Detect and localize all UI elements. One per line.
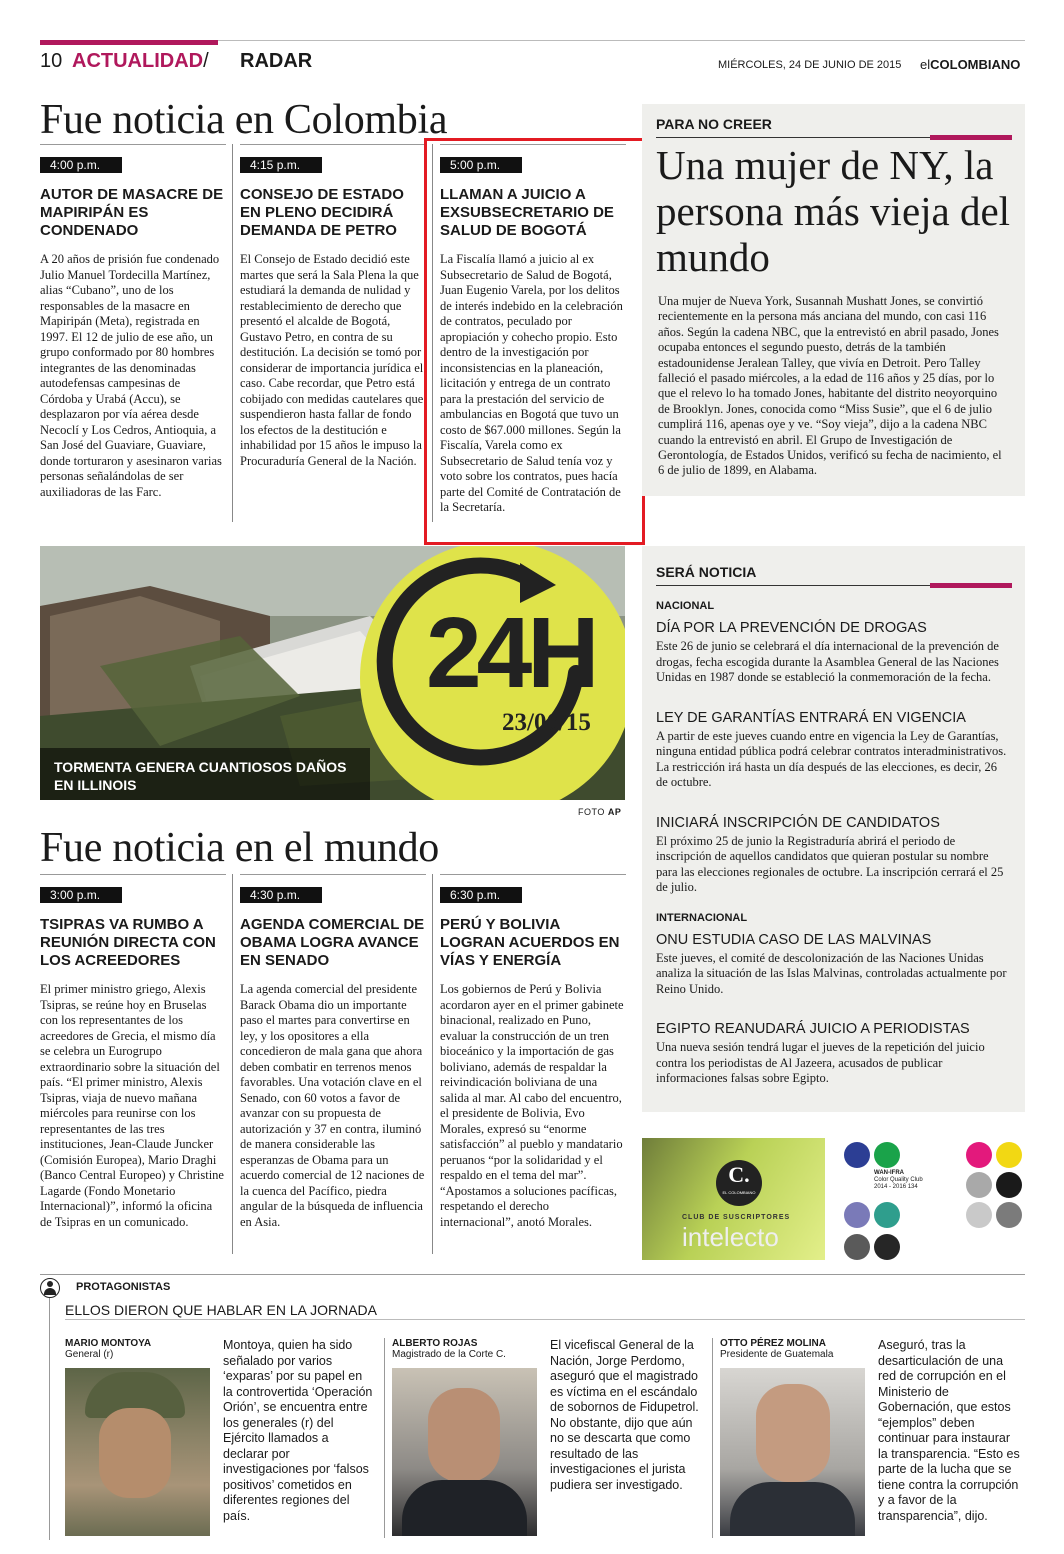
upcoming-body: El próximo 25 de junio la Registraduría abrirá el periodo de inscripción de aquellos candidatos que quieran postular su nombre para las elecciones regionales de octubre. La inscripción cerrará el 25 de julio.	[656, 833, 1004, 894]
protagonist-role: Magistrado de la Corte C.	[392, 1349, 506, 1360]
color-swatch	[996, 1142, 1022, 1168]
color-swatch	[996, 1202, 1022, 1228]
issue-date: MIÉRCOLES, 24 DE JUNIO DE 2015	[718, 59, 902, 71]
section-separator: /	[203, 50, 209, 72]
news-body: A 20 años de prisión fue condenado Julio Manuel Tordecilla Martínez, alias “Cubano”, uno de los responsables de la masacre en Mapiripán (Meta), registrada en 1997. El 12 de julio de ese año, un grupo conformado por 80 hombres integrantes de las denominadas autodefensas campesinas de Córdoba y Urabá (Accu), se desplazaron por vía aérea desde Necoclí y Los Cedros, Antioquia, a San José del Guaviare, Guaviare, donde torturaron y asesinaron varias personas señalándolas de ser auxiliadoras de las Farc.	[40, 252, 222, 499]
upcoming-body: Este 26 de junio se celebrará el día internacional de la prevención de drogas, fecha escogida durante la Asamblea General de las Naciones Unidas en 1987 donde se estableció la conmemoración de la fecha.	[656, 639, 999, 684]
protagonist-name[interactable]: MARIO MONTOYA	[65, 1338, 152, 1349]
mundo-item-3	[440, 874, 626, 1230]
news-body: El primer ministro griego, Alexis Tsipras, se reúne hoy en Bruselas con los representantes de los acreedores de Grecia, el mismo día se celebra un Eurogrupo extraordinario sobre la situación del país. “El primer ministro, Alexis Tsipras, viaja de nuevo mañana miércoles para reunirse con los representantes de las tres instituciones, Jean-Claude Juncker (Comisión Europea), Mario Draghi (Banco Central Europeo) y Christine Lagarde (Fondo Monetario Internacional)”, informó la oficina de Tsipras en un comunicado.	[40, 982, 224, 1229]
color-quality-ad	[836, 1138, 1025, 1260]
highlight-box	[424, 138, 645, 545]
header-accent-bar	[40, 40, 218, 45]
column-rule	[240, 144, 426, 145]
news-body: La Fiscalía llamó a juicio al ex Subsecretario de Salud de Bogotá, Juan Eugenio Varela, por los delitos de interés indebido en la celebración de contratos, peculado por apropiación y cohecho propio. Esto dentro de la investigación por inconsistencias en la planeación, licitación y entrega de un contrato para la prestación del servicio de ambulancias en Bogotá que tuvo un costo de $67.000 millones. Según la Fiscalía, Varela como ex Subsecretario de Salud tenía voz y voto sobre los contratos, pues hacía parte del Comité de Contratación de la Secretaría.	[440, 252, 623, 514]
protagonistas-subtitle: ELLOS DIERON QUE HABLAR EN LA JORNADA	[65, 1302, 1025, 1320]
column-rule	[40, 144, 226, 145]
news-body: Los gobiernos de Perú y Bolivia acordaron ayer en el primer gabinete binacional, realizado en Puno, evaluar la construcción de un tren bioceánico y la importación de gas boliviano, además de respaldar la reivindicación boliviana de una salida al mar. Al cabo del encuentro, el presidente de Bolivia, Evo Morales, expresó su “enorme satisfacción” al pueblo y mandatario peruanos “por la solidaridad y el respaldo en el tema del mar”. “Apostamos a soluciones pacíficas, respetando el derecho internacional”, anotó Morales.	[440, 982, 624, 1229]
news-headline[interactable]: LLAMAN A JUICIO A EXSUBSECRETARIO DE SALUD DE BOGOTÁ	[440, 186, 614, 239]
column-rule	[440, 874, 626, 875]
protagonist-photo	[720, 1368, 865, 1536]
protagonistas-vline	[49, 1298, 50, 1540]
protagonist-text: Montoya, quien ha sido señalado por varios ‘exparas’ por su papel en la controvertida ‘Operación Orión’, se encuentra entre los generales (r) del Ejército llamados a declarar por investigaciones por ‘falsos positivos’ cometidos en diferentes regiones del país.	[223, 1338, 373, 1523]
column-divider	[432, 874, 433, 1254]
24h-text: 24H	[426, 597, 595, 709]
news-headline[interactable]: TSIPRAS VA RUMBO A REUNIÓN DIRECTA CON LOS ACREEDORES	[40, 916, 216, 969]
news-headline[interactable]: PERÚ Y BOLIVIA LOGRAN ACUERDOS EN VÍAS Y ENERGÍA	[440, 916, 620, 969]
color-swatch	[966, 1172, 992, 1198]
protagonist-role: General (r)	[65, 1349, 114, 1360]
upcoming-headline[interactable]: LEY DE GARANTÍAS ENTRARÁ EN VIGENCIA	[656, 709, 966, 726]
feature-body: Una mujer de Nueva York, Susannah Mushatt Jones, se convirtió recientemente en la persona más anciana del mundo, con casi 116 años. Según la cadena NBC, que la entrevistó en abril pasado, Jones ocupaba entonces el segundo puesto, detrás de la también estadounidense Jeralean Talley, que vivía en Detroit. Pero Talley falleció el pasado miércoles, a la edad de 116 años y 25 días, por lo que el relevo lo ha tomado Jones, habitante del distrito neoyorquino de Brooklyn. Jones, conocida como “Miss Susie”, que el 6 de julio cumplirá 116, apenas oye y ve. “Soy vieja”, dijo a la cadena NBC cuando la entrevistó en abril. El Grupo de Investigación de Gerontología, de Estados Unidos, verificó su fecha de nacimiento, el 6 de julio de 1899, en Alabama.	[658, 294, 1002, 478]
newspaper-brand[interactable]: elCOLOMBIANO	[920, 57, 1021, 72]
column-rule	[240, 874, 426, 875]
para-no-creer-panel	[642, 104, 1025, 496]
protagonist-divider	[384, 1338, 385, 1538]
time-badge: 5:00 p.m.	[440, 157, 522, 173]
column-divider	[232, 144, 233, 522]
protagonist-2	[392, 1338, 702, 1538]
color-swatch	[874, 1234, 900, 1260]
photo-caption: TORMENTA GENERA CUANTIOSOS DAÑOS EN ILLINOIS	[54, 759, 347, 793]
upcoming-headline[interactable]: INICIARÁ INSCRIPCIÓN DE CANDIDATOS	[656, 814, 940, 831]
24h-badge	[360, 546, 625, 800]
upcoming-body: Este jueves, el comité de descolonización de las Naciones Unidas analiza la situación de las Islas Malvinas, controladas actualmente por Reino Unido.	[656, 950, 1007, 996]
nacional-item-3	[656, 815, 1008, 896]
news-body: La agenda comercial del presidente Barack Obama dio un importante paso el martes para convertirse en ley, y los opositores a ella concedieron de mala gana que ahora deben combatir en terrenos menos favorables. Una votación clave en el Senado, con 60 votos a favor de avanzar con su propuesta de autorización y 37 en contra, iluminó de manera considerable las esperanzas de Obama para un acuerdo comercial de 12 naciones de la cuenca del Pacífico, piedra angular de la búsqueda de influencia en Asia.	[240, 982, 425, 1229]
category-label-nacional: NACIONAL	[656, 600, 715, 612]
nacional-item-1	[656, 620, 1008, 686]
protagonistas-rule	[40, 1274, 1025, 1275]
mundo-item-1	[40, 874, 226, 1230]
color-swatch	[966, 1142, 992, 1168]
time-badge: 4:30 p.m.	[240, 887, 322, 903]
upcoming-headline[interactable]: DÍA POR LA PREVENCIÓN DE DROGAS	[656, 620, 927, 636]
protagonist-photo	[392, 1368, 537, 1536]
news-body: El Consejo de Estado decidió este martes que será la Sala Plena la que estudiará la demanda de nulidad y restablecimiento de derecho que presentó el alcalde de Bogotá, Gustavo Petro, en contra de su destitución. La decisión se tomó por considerar de importancia jurídica el caso. Cabe recordar, que Petro está cobijado con medidas cautelares que suspendieron hasta fallar de fondo los efectos de la destitución e inhabilidad por 15 años le impuso la Procuraduría General de la Nación.	[240, 252, 424, 468]
page-number: 10	[40, 50, 63, 72]
mundo-section-title: Fue noticia en el mundo	[40, 825, 440, 871]
colombia-item-1	[40, 144, 226, 500]
protagonist-name[interactable]: ALBERTO ROJAS	[392, 1338, 478, 1349]
upcoming-body: A partir de este jueves cuando entre en vigencia la Ley de Garantías, ninguna entidad pública podrá celebrar contratos interadministrativos. La restricción irá hasta un día después de las elecciones, es decir, 26 de octubre.	[656, 728, 1007, 789]
panel-tag: SERÁ NOTICIA	[656, 564, 757, 580]
face-shape	[756, 1384, 830, 1482]
color-swatch	[966, 1202, 992, 1228]
photo-credit: FOTO AP	[578, 807, 622, 817]
colombia-item-2	[240, 144, 426, 469]
panel-tag: PARA NO CREER	[656, 116, 772, 132]
internacional-item-2	[656, 1021, 1008, 1087]
person-icon	[40, 1278, 60, 1298]
sera-noticia-panel	[642, 546, 1025, 1112]
club-intelecto-ad[interactable]	[642, 1138, 825, 1260]
news-headline[interactable]: AUTOR DE MASACRE DE MAPIRIPÁN ES CONDENADO	[40, 186, 224, 239]
suit-shape	[402, 1480, 527, 1536]
feature-headline[interactable]: Una mujer de NY, la persona más vieja del mundo	[656, 142, 1011, 280]
protagonistas-tag: PROTAGONISTAS	[76, 1281, 171, 1293]
color-swatch	[844, 1202, 870, 1228]
club-label: CLUB DE SUSCRIPTORES	[682, 1214, 791, 1221]
color-swatch	[996, 1172, 1022, 1198]
protagonist-role: Presidente de Guatemala	[720, 1349, 834, 1360]
face-shape	[428, 1388, 500, 1482]
colombia-section-title: Fue noticia en Colombia	[40, 97, 448, 143]
protagonist-3	[720, 1338, 1025, 1538]
column-divider	[232, 874, 233, 1254]
panel-rule	[656, 585, 1008, 586]
category-label-internacional: INTERNACIONAL	[656, 911, 748, 924]
storm-photo[interactable]	[40, 546, 625, 800]
news-headline[interactable]: AGENDA COMERCIAL DE OBAMA LOGRA AVANCE EN SENADO	[240, 916, 425, 969]
protagonist-name[interactable]: OTTO PÉREZ MOLINA	[720, 1338, 826, 1349]
protagonist-text: El vicefiscal General de la Nación, Jorge Perdomo, aseguró que el magistrado es víctima en el escándalo de sobornos de Fidupetrol. No obstante, dijo que aún no se descarta que como resultado de las investigaciones el jurista pudiera ser investigado.	[550, 1338, 699, 1492]
face-shape	[99, 1408, 171, 1498]
nacional-item-2	[656, 710, 1008, 791]
protagonist-divider	[712, 1338, 713, 1538]
upcoming-body: Una nueva sesión tendrá lugar el jueves de la repetición del juicio contra los periodistas de Al Jazeera, acusados de publicar informaciones falsas sobre Egipto.	[656, 1040, 985, 1085]
protagonist-photo	[65, 1368, 210, 1536]
column-rule	[40, 874, 226, 875]
club-logo: C. EL COLOMBIANO	[716, 1160, 762, 1206]
color-swatch	[844, 1142, 870, 1168]
news-headline[interactable]: CONSEJO DE ESTADO EN PLENO DECIDIRÁ DEMANDA DE PETRO	[240, 186, 404, 239]
quality-note: WAN-IFRA Color Quality Club 2014 - 2016 134	[874, 1170, 923, 1190]
time-badge: 6:30 p.m.	[440, 887, 522, 903]
internacional-item-1	[656, 932, 1008, 998]
section-name[interactable]: ACTUALIDAD/	[72, 50, 209, 72]
upcoming-headline[interactable]: ONU ESTUDIA CASO DE LAS MALVINAS	[656, 931, 932, 948]
time-badge: 4:00 p.m.	[40, 157, 122, 173]
protagonist-text: Aseguró, tras la desarticulación de una red de corrupción en el Ministerio de Gobernación, que estos “ejemplos” deben continuar para instaurar la transparencia. “Esto es parte de la lucha que se tiene contra la corrupción y a favor de la transparencia”, dijo.	[878, 1338, 1020, 1523]
time-badge: 4:15 p.m.	[240, 157, 322, 173]
subsection-name[interactable]: RADAR	[240, 50, 313, 72]
badge-date: 23/06/15	[502, 709, 591, 736]
color-swatch	[874, 1202, 900, 1228]
protagonist-1	[65, 1338, 375, 1538]
time-badge: 3:00 p.m.	[40, 887, 122, 903]
upcoming-headline[interactable]: EGIPTO REANUDARÁ JUICIO A PERIODISTAS	[656, 1021, 970, 1037]
color-swatch	[874, 1142, 900, 1168]
mundo-item-2	[240, 874, 426, 1230]
color-swatch	[844, 1234, 870, 1260]
club-brand: intelecto	[682, 1222, 779, 1252]
panel-rule	[656, 137, 1008, 138]
suit-shape	[730, 1482, 855, 1536]
